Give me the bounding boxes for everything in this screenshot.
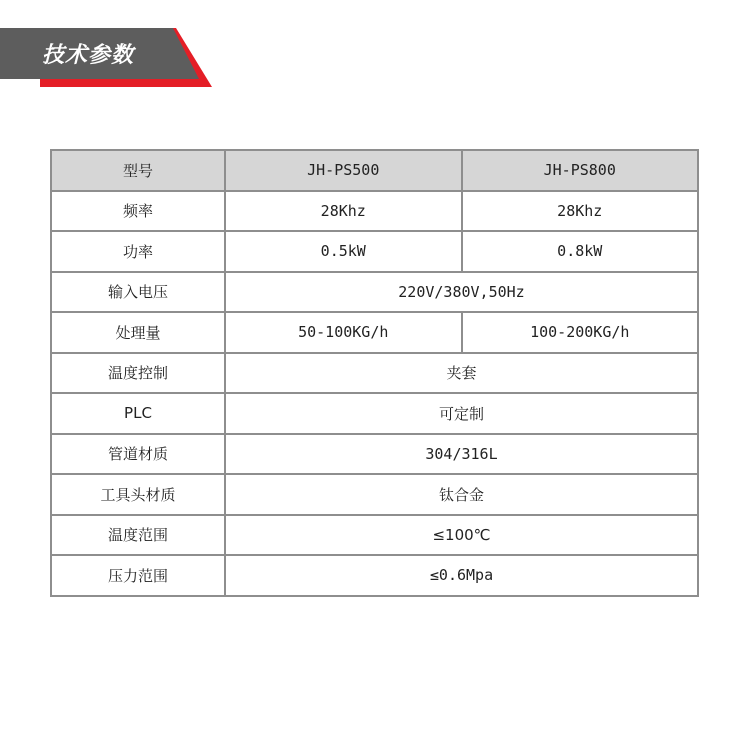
row-value: 夹套 [225, 353, 698, 394]
header-label: 型号 [51, 150, 225, 191]
row-label: 功率 [51, 231, 225, 272]
row-value: 可定制 [225, 393, 698, 434]
table-row [51, 555, 698, 596]
header-model-a: JH-PS500 [225, 150, 462, 191]
row-label: 工具头材质 [51, 474, 225, 515]
row-label: 压力范围 [51, 555, 225, 596]
table-row [51, 353, 698, 394]
table-row [51, 231, 698, 272]
banner-title: 技术参数 [42, 43, 135, 68]
row-value: ≤0.6Mpa [225, 555, 698, 596]
row-value: ≤100℃ [225, 515, 698, 556]
row-value-b: 100-200KG/h [462, 312, 699, 353]
spec-table [50, 149, 699, 597]
row-value-a: 0.5kW [225, 231, 462, 272]
row-value-a: 28Khz [225, 191, 462, 232]
row-value: 钛合金 [225, 474, 698, 515]
row-value: 304/316L [225, 434, 698, 475]
row-label: 温度控制 [51, 353, 225, 394]
table-row [51, 474, 698, 515]
row-value: 220V/380V,50Hz [225, 272, 698, 313]
table-row [51, 191, 698, 232]
table-row [51, 434, 698, 475]
table-row [51, 515, 698, 556]
header-model-b: JH-PS800 [462, 150, 699, 191]
table-row [51, 393, 698, 434]
table-header-row [51, 150, 698, 191]
row-label: 处理量 [51, 312, 225, 353]
row-label: 管道材质 [51, 434, 225, 475]
row-label: PLC [51, 393, 225, 434]
section-banner [0, 28, 215, 88]
row-label: 输入电压 [51, 272, 225, 313]
row-label: 频率 [51, 191, 225, 232]
table-row [51, 272, 698, 313]
row-value-b: 28Khz [462, 191, 699, 232]
row-value-a: 50-100KG/h [225, 312, 462, 353]
table-row [51, 312, 698, 353]
row-value-b: 0.8kW [462, 231, 699, 272]
row-label: 温度范围 [51, 515, 225, 556]
